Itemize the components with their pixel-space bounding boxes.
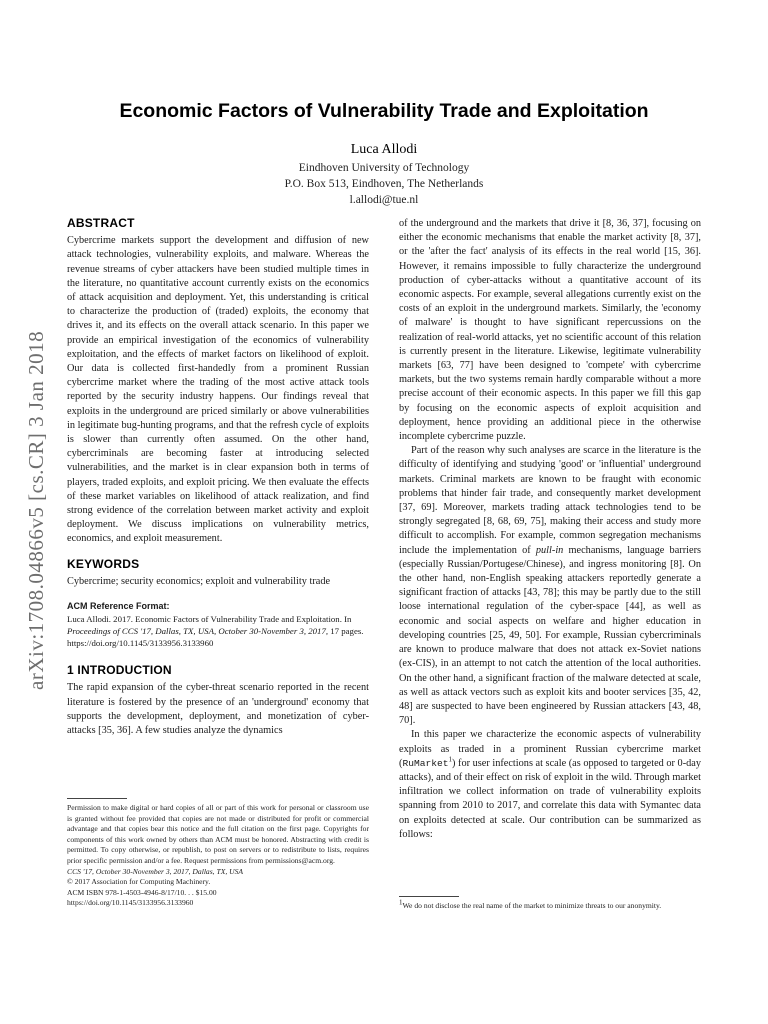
introduction-paragraph: The rapid expansion of the cyber-threat scenario reported in the recent literature is fostered by the presence of an 'underground' economy that supports the development, deployment, and monetization of cyber-attacks [35, 36]. A few studies analyze the dynamics [67, 682, 369, 737]
right-paragraph-3: In this paper we characterize the economic aspects of vulnerability exploits as traded in a prominent Russian cybercrime market (RuMarket$^1$) for user infections at scale (as opposed to targeted or 0-day attacks), and of their effect on risk of exploit in the wild. Through market infiltration we collect information on trade of vulnerability exploits spanning from 2010 to 2017, and correlate this data with Symantec data on exploits detected at scale. Our contribution can be summarized as follows: [399, 729, 701, 840]
acm-reference-citation: Luca Allodi. 2017. Economic Factors of Vulnerability Trade and Exploitation. In [67, 614, 352, 625]
introduction-heading: 1 INTRODUCTION [67, 663, 172, 678]
abstract-text: Cybercrime markets support the development and diffusion of new attack technologies, vulnerability exploits, and malware. Whereas the revenue streams of cyber attackers have been studied multiple times in the literature, no quantitative account currently exists on the economics of attack acquisition and deployment. Yet, this understanding is critical to characterize the production of (traded) exploits, the economy that drives it, and its effects on the overall attack scenario. In this paper we provide an empirical investigation of the economics of vulnerability exploitation, and the effects of market factors on likelihood of exploit. Our data is collected first-handedly from a prominent Russian cybercrime market where the trading of the most active attack tools reported by the security industry happens. Our findings reveal that exploits in the underground are priced similarly or above vulnerabilities in legitimate bug-hunting programs, and that the refresh cycle of exploits is slower than currently often assumed. On the other hand, cybercriminals are becoming faster at introducing selected vulnerabilities, and the market is in clear expansion both in terms of players, traded exploits, and exploit pricing. We then evaluate the effects of these market variables on likelihood of attack realization, and find strong evidence of the correlation between market activity and exploit deployment. We discuss implications on vulnerability metrics, economics, and exploit measurement. [67, 235, 369, 545]
author-name: Luca Allodi [350, 142, 418, 157]
footnote-reference[interactable]: 1 [448, 755, 452, 764]
footnote-text: We do not disclose the real name of the market to minimize threats to our anonymity. [402, 901, 662, 910]
acm-reference-venue: Proceedings of CCS '17, Dallas, TX, USA, October 30-November 3, 2017, [67, 626, 329, 637]
footnote-rule [67, 798, 127, 799]
acm-reference-heading: ACM Reference Format: [67, 601, 170, 612]
paper-title: Economic Factors of Vulnerability Trade and Exploitation [119, 100, 649, 122]
copyright-footnote [67, 798, 369, 909]
right-column [399, 217, 701, 842]
author-email[interactable]: l.allodi@tue.nl [349, 194, 419, 206]
left-column [67, 216, 369, 738]
isbn-line: ACM ISBN 978-1-4503-4946-8/17/10. . . $15.00 [67, 887, 217, 897]
acm-reference-text [67, 613, 369, 649]
keywords-heading: KEYWORDS [67, 556, 140, 571]
abstract-heading: ABSTRACT [67, 216, 135, 230]
market-name: RuMarket [402, 757, 449, 769]
right-footnote [399, 896, 701, 912]
footnote-marker: 1 [399, 898, 403, 907]
author-affiliation: Eindhoven University of Technology [298, 162, 470, 174]
author-address: P.O. Box 513, Eindhoven, The Netherlands [284, 178, 484, 190]
arxiv-identifier[interactable]: arXiv:1708.04866v5 [cs.CR] 3 Jan 2018 [24, 330, 48, 690]
footnote-rule [399, 896, 459, 897]
permission-notice: Permission to make digital or hard copies of all or part of this work for personal or classroom use is granted without fee provided that copies are not made or distributed for profit or commercial advantage and that copies bear this notice and the full citation on the first page. Copyrights for components of this work owned by others than ACM must be honored. Abstracting with credit is permitted. To copy otherwise, or republish, to post on servers or to redistribute to lists, requires prior specific permission and/or a fee. Request permissions from permissions@acm.org. [67, 803, 369, 865]
copyright-line: © 2017 Association for Computing Machinery. [67, 877, 211, 887]
conference-line: CCS '17, October 30-November 3, 2017, Dallas, TX, USA [67, 866, 244, 876]
right-paragraph-2: Part of the reason why such analyses are scarce in the literature is the difficulty of identifying and studying 'good' or 'influential' underground markets. Criminal markets are known to be fraught with economic problems that hinder fair trade, and consequently market development [37, 69]. Moreover, markets trading attack technologies tend to be strongly segregated [8, 68, 69, 75], making their access and study more difficult to accomplish. For example, common segregation mechanisms include the implementation of pull-in mechanisms, language barriers (especially Russian/Portugese/Chinese), and ingress monitoring [8]. On the other hand, non-English speaking attackers reportedly generate a significant fraction of attacks [43, 78]; this may be partly due to the still loose international regulation of the cyber-space [44], as well as economic and social aspects on welfare and higher education in developing countries [25, 49, 50]. For example, Russian cybercriminals are known to produce malware that does not attack ex-Soviet nations (ex-CIS), in an attempt to not catch the attention of the local authorities. On the other hand, a significant fraction of the malware detected at scale, as well as attack vectors such as exploit kits and booter services [35, 42, 48] are suspected to have been engineered by Russian attackers [43, 48, 70]. [399, 445, 702, 727]
acm-reference-pages: 17 pages. [328, 626, 364, 637]
keywords-text: Cybercrime; security economics; exploit and vulnerability trade [67, 575, 331, 587]
right-paragraph-1: of the underground and the markets that drive it [8, 36, 37], focusing on either the economic mechanisms that enable the market activity [8, 37], or the 'after the fact' analysis of its effects in the real world [15, 36]. However, it remains impossible to fully characterize the underground production of cyber-attacks without a quantitative account of its economic aspects. For example, several allegations currently exist on the costs of an exploit in the underground markets. Similarly, the 'economy of malware' is thought to have significant repercussions on the realization of real-world attacks, yet no scientific account of this relation is currently present in the literature. Likewise, legitimate vulnerability markets [63, 77] have been designed to 'compete' with cybercrime markets, but the two systems remain hardly comparable without a more precise account of their economic aspects. In this paper we fill this gap by focusing on the economic aspects of exploit acquisition and deployment, hence providing an additional piece in the otherwise incomplete cybercrime puzzle. [399, 218, 701, 443]
pull-in-term: pull-in [535, 544, 564, 556]
doi-line[interactable]: https://doi.org/10.1145/3133956.3133960 [67, 898, 194, 908]
acm-reference-doi[interactable]: https://doi.org/10.1145/3133956.3133960 [67, 638, 214, 649]
